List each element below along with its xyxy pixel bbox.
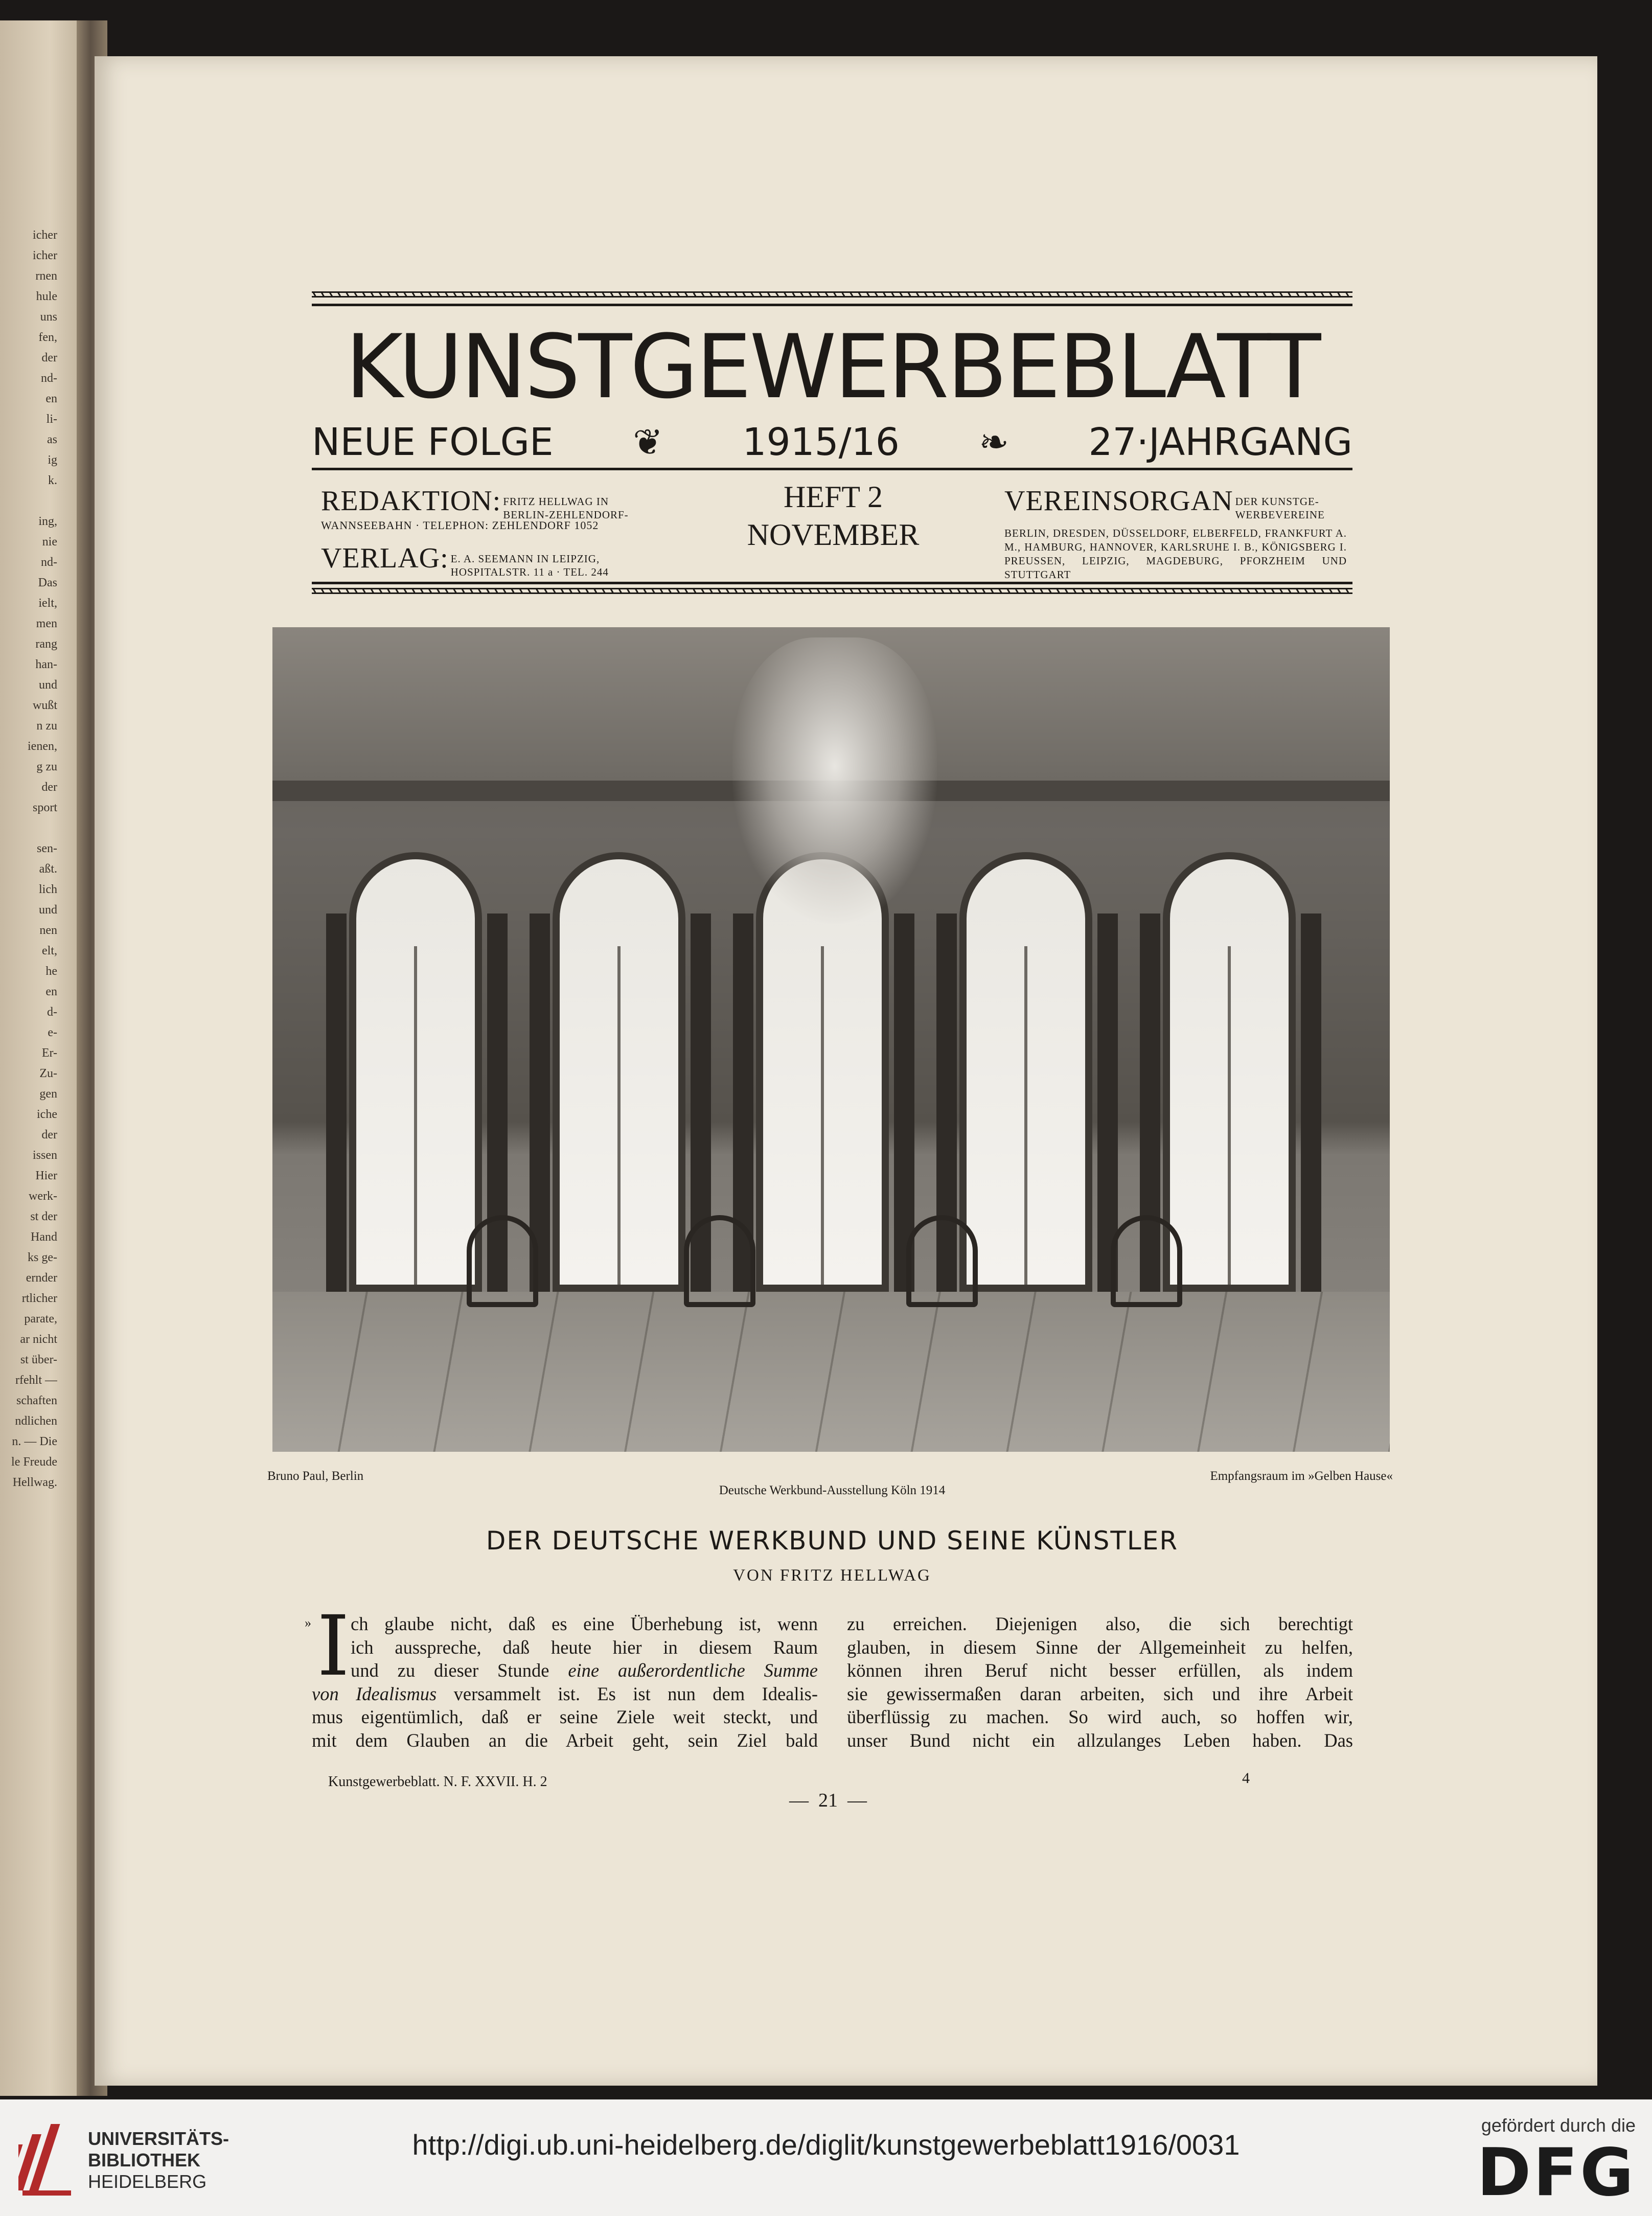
fragment-line: Das bbox=[38, 576, 57, 589]
fragment-line: e- bbox=[48, 1026, 57, 1039]
fragment-line: icher bbox=[33, 249, 57, 262]
fragment-line: st über- bbox=[20, 1353, 57, 1366]
interior-photograph bbox=[272, 627, 1390, 1452]
fragment-line: uns bbox=[40, 310, 57, 324]
fragment-line: fen, bbox=[38, 331, 57, 344]
redaktion-telephone: WANNSEEBAHN · TELEPHON: ZEHLENDORF 1052 bbox=[321, 519, 599, 532]
library-name-line-3: HEIDELBERG bbox=[88, 2171, 207, 2192]
text-line: ch glaube nicht, daß es eine Überhebung ist, wenn bbox=[351, 1613, 818, 1634]
verlag-label: VERLAG: bbox=[321, 542, 449, 574]
italic-text-run: von Idealismus bbox=[312, 1683, 437, 1704]
page-number: — 21 — bbox=[789, 1790, 867, 1811]
issue-number: HEFT 2 bbox=[784, 480, 883, 514]
fragment-line: Er- bbox=[41, 1046, 57, 1060]
text-line bbox=[312, 1659, 818, 1682]
italic-text-run: eine außerordentliche Summe bbox=[568, 1660, 818, 1681]
chair bbox=[906, 1215, 978, 1307]
redaktion-label: REDAKTION: bbox=[321, 485, 501, 517]
text-line: mit dem Glauben an die Arbeit geht, sein Ziel bald bbox=[312, 1729, 818, 1751]
fragment-line: nen bbox=[39, 924, 57, 937]
redaktion-line-2: BERLIN-ZEHLENDORF- bbox=[503, 509, 629, 521]
fragment-line: rtlicher bbox=[21, 1292, 57, 1305]
fragment-line: elt, bbox=[42, 944, 57, 957]
fragment-line: iche bbox=[37, 1108, 57, 1121]
repository-footer-bar bbox=[0, 2099, 1652, 2216]
library-name-line-1: UNIVERSITÄTS- bbox=[88, 2128, 230, 2149]
article-byline: VON FRITZ HELLWAG bbox=[733, 1566, 931, 1585]
masthead-top-ornament-rule bbox=[312, 291, 1352, 298]
redaktion-address bbox=[503, 495, 628, 521]
masthead-top-rule bbox=[312, 304, 1352, 306]
dfg-logo[interactable]: DFG bbox=[1477, 2135, 1636, 2211]
fragment-line: gen bbox=[39, 1087, 57, 1101]
text-line: überflüssig zu machen. So wird auch, so hoffen wir, bbox=[847, 1706, 1353, 1727]
journal-title: KUNSTGEWERBEBLATT bbox=[345, 315, 1319, 418]
fragment-line: ing, bbox=[38, 515, 57, 528]
fragment-line: ienen, bbox=[28, 740, 57, 753]
sheet-number: 4 bbox=[1242, 1770, 1250, 1787]
issue-month: NOVEMBER bbox=[747, 518, 920, 552]
fragment-line: issen bbox=[33, 1149, 57, 1162]
chair bbox=[467, 1215, 538, 1307]
arched-window bbox=[349, 852, 482, 1292]
fragment-line: parate, bbox=[24, 1312, 57, 1326]
fragment-line: wußt bbox=[33, 699, 57, 712]
fragment-line: he bbox=[45, 965, 57, 978]
photo-caption-room: Empfangsraum im »Gelben Hause« bbox=[1210, 1469, 1393, 1483]
text-run: versammelt ist. Es ist nun dem Idealis- bbox=[437, 1683, 818, 1704]
issue-info bbox=[664, 478, 1002, 554]
fragment-line: werk- bbox=[29, 1190, 57, 1203]
text-line: ich ausspreche, daß heute hier in diesem Raum bbox=[351, 1636, 818, 1658]
verlag-address bbox=[451, 552, 609, 579]
article-column-left bbox=[312, 1598, 818, 1752]
arched-window bbox=[1163, 852, 1296, 1292]
fragment-line: rfehlt — bbox=[15, 1374, 57, 1387]
fragment-line: n zu bbox=[36, 719, 57, 733]
fragment-line: ar nicht bbox=[20, 1333, 57, 1346]
verlag-line-2: HOSPITALSTR. 11 a · TEL. 244 bbox=[450, 566, 609, 579]
fragment-line: Hellwag. bbox=[12, 1476, 57, 1489]
fragment-line: ernder bbox=[26, 1271, 57, 1285]
masthead-subtitle bbox=[312, 417, 1352, 468]
fragment-line: en bbox=[45, 985, 57, 998]
leaf-ornament-icon: ❧ bbox=[979, 421, 1009, 463]
fragment-line: nie bbox=[42, 535, 57, 549]
text-line: können ihren Beruf nicht besser erfüllen, als indem bbox=[847, 1660, 1353, 1681]
fragment-line: ielt, bbox=[38, 597, 57, 610]
fragment-line: Hand bbox=[31, 1230, 57, 1244]
fragment-line: g zu bbox=[36, 760, 57, 773]
fragment-line: icher bbox=[33, 229, 57, 242]
fragment-line: sen- bbox=[37, 842, 57, 855]
fragment-line bbox=[0, 491, 57, 511]
fragment-line: Zu- bbox=[39, 1067, 57, 1080]
fragment-line: k. bbox=[48, 474, 57, 487]
fragment-line: men bbox=[36, 617, 57, 630]
fragment-line: li- bbox=[46, 413, 57, 426]
fragment-line: und bbox=[39, 678, 57, 692]
library-name-line-2: BIBLIOTHEK bbox=[88, 2150, 200, 2171]
editorial-info bbox=[321, 485, 629, 521]
text-line: unser Bund nicht ein allzulanges Leben haben. Das bbox=[847, 1729, 1353, 1751]
previous-page-text-fragments bbox=[0, 225, 57, 1707]
funding-note: gefördert durch die bbox=[1481, 2115, 1636, 2136]
series-label: NEUE FOLGE bbox=[312, 420, 554, 464]
permalink-url[interactable]: http://digi.ub.uni-heidelberg.de/diglit/kunstgewerbeblatt1916/0031 bbox=[412, 2129, 1240, 2161]
fragment-line: ig bbox=[48, 453, 57, 467]
fragment-line: und bbox=[39, 903, 57, 917]
fragment-line: nd- bbox=[41, 556, 57, 569]
fragment-line: nd- bbox=[41, 372, 57, 385]
fragment-line: aßt. bbox=[39, 862, 57, 876]
fragment-line: der bbox=[41, 781, 57, 794]
verein-label: VEREINSORGAN bbox=[1004, 485, 1233, 517]
arched-window bbox=[553, 852, 685, 1292]
curtain bbox=[326, 913, 347, 1292]
association-info bbox=[1004, 485, 1325, 521]
fragment-line: Hier bbox=[35, 1169, 57, 1182]
masthead-middle-rule bbox=[312, 468, 1352, 470]
text-line bbox=[312, 1682, 818, 1706]
text-run: und zu dieser Stunde bbox=[351, 1660, 568, 1681]
chandelier bbox=[732, 637, 937, 924]
association-cities: BERLIN, DRESDEN, DÜSSELDORF, ELBERFELD, FRANKFURT A. M., HAMBURG, HANNOVER, KARLSRUHE I. B., KÖNIGSBERG I. PREUSSEN, LEIPZIG, MAGDEBURG, PFORZHEIM UND STUTTGART bbox=[1004, 527, 1347, 581]
fragment-line: der bbox=[41, 351, 57, 364]
fragment-line: sport bbox=[33, 801, 57, 814]
verein-subtitle bbox=[1235, 495, 1325, 521]
volume-number: 27·JAHRGANG bbox=[1088, 420, 1352, 464]
verein-line-1: DER KUNSTGE- bbox=[1235, 495, 1319, 508]
opening-quote-mark: » bbox=[305, 1615, 311, 1630]
fragment-line bbox=[0, 818, 57, 838]
text-line: glauben, in diesem Sinne der Allgemeinheit zu helfen, bbox=[847, 1636, 1353, 1658]
arched-window bbox=[959, 852, 1092, 1292]
chair bbox=[1111, 1215, 1182, 1307]
curtain bbox=[1301, 913, 1321, 1292]
verlag-line-1: E. A. SEEMANN IN LEIPZIG, bbox=[450, 553, 600, 565]
chair bbox=[684, 1215, 755, 1307]
publisher-info bbox=[321, 542, 609, 579]
article-title: DER DEUTSCHE WERKBUND UND SEINE KÜNSTLER bbox=[486, 1526, 1179, 1556]
fragment-line: as bbox=[47, 433, 57, 446]
fragment-line: n. — Die bbox=[12, 1435, 57, 1448]
fragment-line: ks ge- bbox=[28, 1251, 57, 1264]
fragment-line: d- bbox=[47, 1006, 57, 1019]
verein-line-2: WERBEVEREINE bbox=[1235, 509, 1325, 521]
redaktion-line-1: FRITZ HELLWAG IN bbox=[503, 495, 609, 508]
fragment-line: en bbox=[45, 392, 57, 405]
fragment-line: le Freude bbox=[11, 1455, 57, 1469]
journal-reference: Kunstgewerbeblatt. N. F. XXVII. H. 2 bbox=[328, 1774, 547, 1790]
photo-caption-exhibition: Deutsche Werkbund-Ausstellung Köln 1914 bbox=[719, 1483, 946, 1497]
text-line: zu erreichen. Diejenigen also, die sich berechtigt bbox=[847, 1613, 1353, 1634]
fragment-line: ndlichen bbox=[15, 1414, 57, 1428]
volume-years: 1915/16 bbox=[742, 420, 900, 464]
fragment-line: schaften bbox=[16, 1394, 57, 1407]
photo-caption-artist: Bruno Paul, Berlin bbox=[267, 1469, 364, 1483]
masthead-bottom-rule bbox=[312, 582, 1352, 584]
fragment-line: rang bbox=[35, 637, 57, 651]
fragment-line: rnen bbox=[35, 269, 57, 283]
photo-floor bbox=[272, 1292, 1390, 1452]
masthead-bottom-ornament-rule bbox=[312, 588, 1352, 594]
fragment-line: hule bbox=[36, 290, 57, 303]
article-column-right bbox=[847, 1612, 1353, 1752]
fragment-line: lich bbox=[39, 883, 57, 896]
leaf-ornament-icon: ❦ bbox=[633, 421, 663, 463]
text-line: sie gewissermaßen daran arbeiten, sich und ihre Arbeit bbox=[847, 1683, 1353, 1704]
fragment-line: der bbox=[41, 1128, 57, 1141]
drop-capital: I bbox=[317, 1598, 350, 1695]
text-line: mus eigentümlich, daß er seine Ziele weit steckt, und bbox=[312, 1706, 818, 1727]
fragment-line: han- bbox=[35, 658, 57, 671]
fragment-line: st der bbox=[30, 1210, 57, 1223]
